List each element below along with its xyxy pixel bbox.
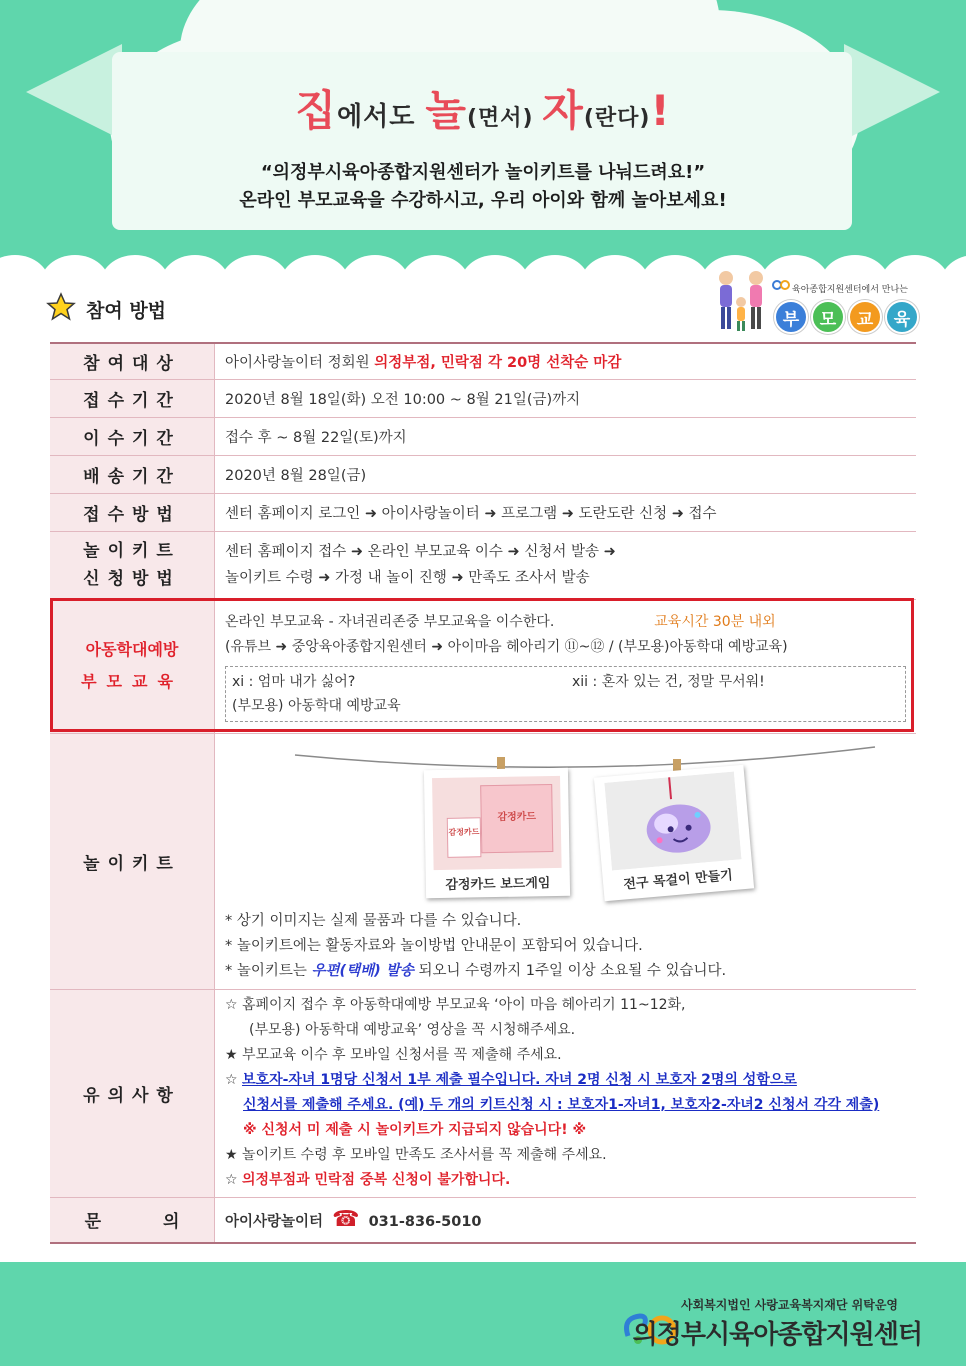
star-icon (46, 292, 76, 326)
footer-operator: 사회복지법인 사랑교육복지재단 위탁운영 (680, 1298, 898, 1312)
row-value (215, 343, 917, 379)
arrow-icon: ➜ (318, 570, 331, 586)
row-label: 유의사항 (50, 989, 215, 1197)
step-text: 센터 홈페이지 접수 (225, 544, 347, 560)
photo-caption: 전구 목걸이 만들기 (622, 867, 734, 893)
contact-place: 아이사랑놀이터 (225, 1214, 324, 1231)
photo-card-game (424, 767, 570, 897)
target-highlight: 의정부점, 민락점 각 20명 선착순 마감 (374, 354, 622, 371)
step-text: 놀이키트 수령 (225, 570, 314, 586)
arrow-icon: ➜ (507, 544, 520, 560)
row-label (50, 1197, 215, 1243)
table-row (50, 379, 916, 417)
kit-images (225, 739, 906, 897)
abuse-text: 온라인 부모교육 - 자녀권리존중 부모교육을 이수한다. (225, 614, 555, 630)
note-text: 되오니 수령까지 1주일 이상 소요될 수 있습니다. (413, 962, 727, 979)
abuse-line2 (225, 635, 906, 660)
title-text: (면서) (466, 106, 543, 131)
table-row (50, 455, 916, 493)
row-value (215, 599, 917, 733)
caution-highlight: 신청서를 제출해 주세요. (예) 두 개의 키트신청 시 : 보호자1-자녀1, 보호자2-자녀2 신청서 각각 제출) (243, 1097, 880, 1113)
title-char: ! (650, 86, 671, 135)
row-value (215, 493, 917, 531)
subtitle-line2: 온라인 부모교육을 수강하시고, 우리 아이와 함께 놀아보세요! (239, 190, 727, 211)
time-note: 교육시간 30분 내외 (654, 614, 776, 630)
kit-apply-line1 (225, 539, 906, 565)
section-title: 참여 방법 (86, 299, 167, 322)
arrow-icon: ➜ (561, 505, 574, 522)
arrow-icon: ➜ (671, 505, 684, 522)
note-text: * 놀이키트는 (225, 962, 312, 979)
kit-apply-line2 (225, 565, 906, 591)
logo-caption: 육아종합지원센터에서 만나는 (792, 285, 908, 295)
caution-line (225, 1168, 906, 1193)
step-text: 가정 내 놀이 진행 (335, 570, 447, 586)
title-text: (란다) (583, 106, 651, 131)
label-char: 의 (163, 1212, 180, 1233)
label-line: 신청방법 (83, 569, 181, 589)
step-text: 만족도 조사서 발송 (468, 570, 590, 586)
step-text: 온라인 부모교육 이수 (367, 544, 503, 560)
step-text: (유튜브 (225, 639, 272, 655)
step-text: 중앙육아종합지원센터 (291, 639, 427, 655)
table-row (50, 599, 916, 733)
card-box-small: 감정카드 (447, 817, 482, 858)
caution-star: ☆ (225, 1072, 243, 1088)
subtitle-line1: “의정부시육아종합지원센터가 놀이키트를 나눠드려요!” (260, 162, 706, 183)
row-value (215, 989, 917, 1197)
title-text: 에서도 (336, 102, 426, 132)
arrow-icon: ➜ (484, 505, 497, 522)
page-title (0, 78, 966, 138)
logo-char: 부 (774, 300, 808, 334)
caution-warning: ※ 신청서 미 제출 시 놀이키트가 지급되지 않습니다! ※ (243, 1122, 587, 1138)
episode-title: (부모용) 아동학대 예방교육 (232, 698, 401, 714)
abuse-line1 (225, 610, 906, 635)
label-char: 문 (84, 1212, 101, 1233)
row-label: 배송기간 (50, 455, 215, 493)
caution-warning: 의정부점과 민락점 중복 신청이 불가합니다. (242, 1172, 511, 1188)
arrow-icon: ➜ (603, 544, 616, 560)
arrow-icon: ➜ (431, 639, 444, 655)
parent-education-logo (712, 268, 922, 338)
step-text: 프로그램 (501, 505, 558, 522)
table-row (50, 417, 916, 455)
label-line: 놀이키트 (83, 541, 181, 561)
step-text: 도란도란 신청 (578, 505, 668, 522)
arrow-icon: ➜ (275, 639, 288, 655)
row-value (215, 531, 917, 599)
caution-star: ☆ (225, 1172, 243, 1188)
label-line: 아동학대예방 (85, 640, 179, 659)
episode-title: xi : 엄마 내가 싫어? (232, 674, 356, 690)
arrow-icon: ➜ (451, 570, 464, 586)
card-box-image (432, 775, 562, 869)
logo-char: 모 (811, 300, 845, 334)
footer-org-name: 의정부시육아종합지원센터 (632, 1320, 922, 1350)
logo-char: 교 (848, 300, 882, 334)
table-row (50, 531, 916, 599)
photo-necklace (594, 764, 754, 901)
row-label (50, 531, 215, 599)
table-row (50, 343, 916, 379)
caution-highlight: 보호자-자녀 1명당 신청서 1부 제출 필수입니다. 자녀 2명 신청 시 보호자 2명의 성함으로 (242, 1072, 797, 1088)
caution-line: ★ 놀이키트 수령 후 모바일 만족도 조사서를 꼭 제출해 주세요. (225, 1147, 607, 1163)
title-char: 놀 (425, 86, 467, 135)
caution-line (225, 1068, 906, 1093)
table-row (50, 733, 916, 989)
photo-caption: 감정카드 보드게임 (445, 875, 551, 893)
logo-char: 육 (885, 300, 919, 334)
kit-note: * 놀이키트에는 활동자료와 놀이방법 안내문이 포함되어 있습니다. (225, 937, 643, 954)
card-box-title: 감정카드 (497, 810, 537, 823)
table-row (50, 493, 916, 531)
step-text: 아이마음 헤아리기 ⑪~⑫ / (부모용)아동학대 예방교육) (447, 639, 788, 655)
row-value (215, 733, 917, 989)
row-label: 참여대상 (50, 343, 215, 379)
kit-note: * 상기 이미지는 실제 물품과 다를 수 있습니다. (225, 912, 522, 929)
row-label: 이수기간 (50, 417, 215, 455)
episode-box (225, 666, 906, 722)
row-label: 접수기간 (50, 379, 215, 417)
episode-title: xii : 혼자 있는 건, 정말 무서워! (572, 674, 765, 690)
caution-line: (부모용) 아동학대 예방교육’ 영상을 꼭 시청해주세요. (249, 1022, 576, 1038)
note-highlight: 우편(택배) 발송 (311, 962, 414, 979)
row-value: 2020년 8월 18일(화) 오전 10:00 ~ 8월 21일(금)까지 (215, 379, 917, 417)
row-label: 놀이키트 (50, 733, 215, 989)
info-table (50, 342, 916, 1244)
target-text: 아이사랑놀이터 정회원 (225, 354, 375, 371)
row-value (215, 1197, 917, 1243)
step-text: 아이사랑놀이터 (381, 505, 480, 522)
section-header (46, 292, 166, 326)
row-value: 2020년 8월 28일(금) (215, 455, 917, 493)
row-value: 접수 후 ~ 8월 22일(토)까지 (215, 417, 917, 455)
kit-notes (225, 909, 906, 984)
caution-line: ★ 부모교육 이수 후 모바일 신청서를 꼭 제출해 주세요. (225, 1047, 562, 1063)
row-label: 접수방법 (50, 493, 215, 531)
kit-note (225, 959, 906, 984)
arrow-icon: ➜ (350, 544, 364, 560)
arrow-icon: ➜ (364, 505, 378, 522)
step-text: 신청서 발송 (524, 544, 599, 560)
center-logo-icon (772, 278, 790, 292)
label-line: 부모교육 (81, 672, 183, 691)
family-icon (712, 268, 774, 334)
contact-phone[interactable]: 031-836-5010 (368, 1214, 482, 1231)
logo-circles (774, 300, 919, 334)
caution-line (225, 1093, 906, 1118)
caution-line: ☆ 홈페이지 접수 후 아동학대예방 부모교육 ‘아이 마음 헤아리기 11~12화, (225, 997, 686, 1013)
table-row (50, 989, 916, 1197)
light-necklace-image (604, 771, 741, 870)
title-char: 자 (542, 86, 584, 135)
phone-icon: ☎ (332, 1207, 360, 1233)
clothesline-icon (285, 743, 885, 803)
title-char: 집 (295, 86, 337, 135)
step-text: 접수 (688, 505, 717, 522)
table-row (50, 1197, 916, 1243)
row-label (50, 599, 215, 733)
step-text: 센터 홈페이지 로그인 (225, 505, 361, 522)
